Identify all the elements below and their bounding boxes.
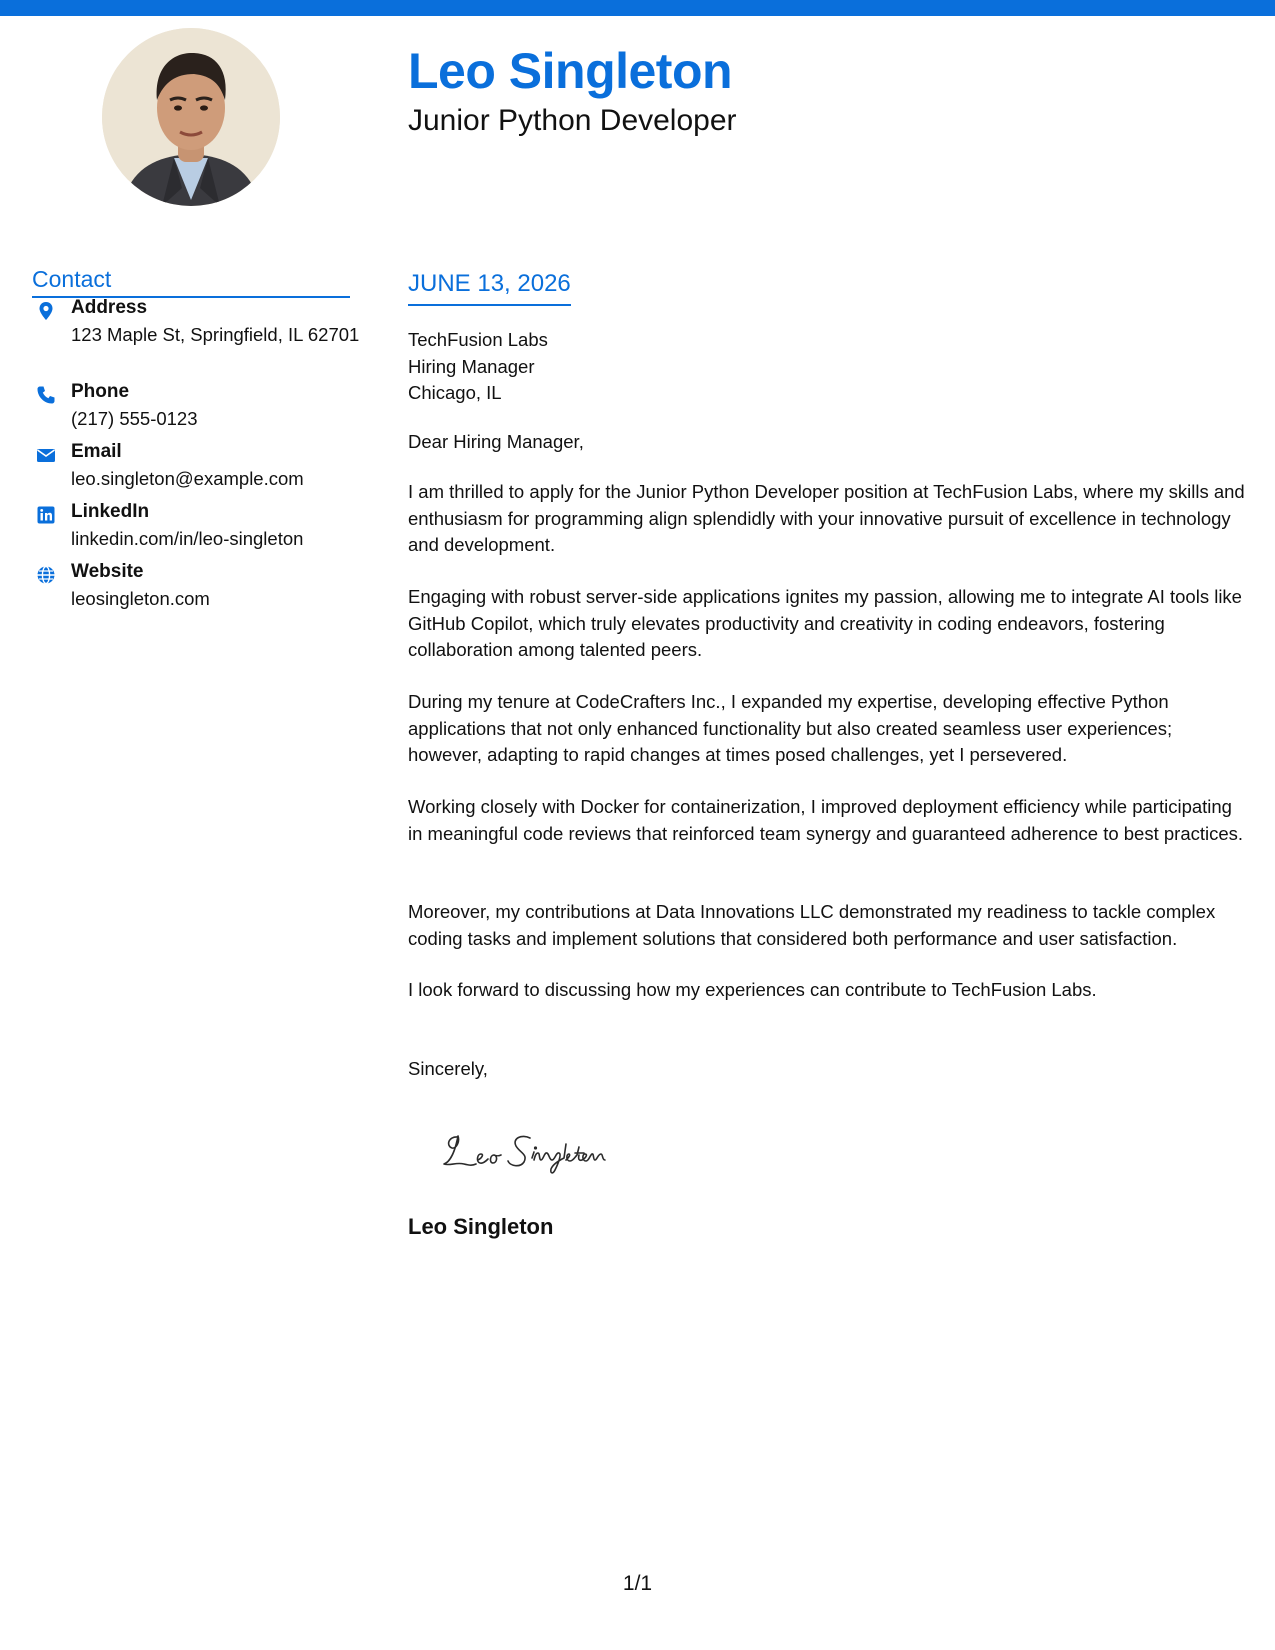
applicant-name: Leo Singleton: [408, 43, 733, 99]
recipient-company: TechFusion Labs: [408, 329, 548, 350]
contact-label: Phone: [71, 381, 130, 402]
phone-icon: [36, 385, 56, 405]
letter-paragraph: During my tenure at CodeCrafters Inc., I expanded my expertise, developing effective Python applications that not only enhanced functionality but also created seamless user experiences; however, adapting to rapid changes at times posed challenges, yet I persevered.: [408, 691, 1173, 765]
contact-label: Email: [71, 441, 122, 462]
contact-label: Address: [71, 297, 148, 318]
page-number: 1/1: [622, 1572, 653, 1595]
contact-value: leo.singleton@example.com: [71, 468, 304, 489]
profile-photo: [102, 28, 280, 206]
email-icon: [36, 445, 56, 465]
location-pin-icon: [36, 301, 56, 321]
contact-value: 123 Maple St, Springfield, IL 62701: [71, 324, 360, 345]
contact-value: (217) 555-0123: [71, 408, 198, 429]
handwritten-signature: [438, 1122, 658, 1182]
closing: Sincerely,: [408, 1058, 488, 1079]
linkedin-icon: [36, 505, 56, 525]
recipient-role: Hiring Manager: [408, 355, 535, 377]
signer-name: Leo Singleton: [408, 1214, 554, 1239]
globe-icon: [36, 565, 56, 585]
applicant-title: Junior Python Developer: [408, 104, 737, 137]
contact-value: leosingleton.com: [71, 588, 210, 609]
top-accent-bar: [0, 0, 1275, 16]
letter-paragraph: Moreover, my contributions at Data Innovations LLC demonstrated my readiness to tackle complex coding tasks and implement solutions that considered both performance and user satisfaction.: [408, 901, 1216, 949]
recipient-location: Chicago, IL: [408, 382, 502, 403]
letter-paragraph: Engaging with robust server-side applications ignites my passion, allowing me to integrate AI tools like GitHub Copilot, which truly elevates productivity and creativity in coding endeavors, fostering collaboration among talented peers.: [408, 586, 1242, 660]
recipient-block: [408, 327, 548, 407]
letter-paragraph: Working closely with Docker for containerization, I improved deployment efficiency while participating in meaningful code reviews that reinforced team synergy and guaranteed adherence to best practices.: [408, 796, 1244, 844]
letter-date: JUNE 13, 2026: [408, 270, 571, 306]
letter-paragraph: I am thrilled to apply for the Junior Python Developer position at TechFusion Labs, where my skills and enthusiasm for programming align splendidly with your innovative pursuit of excellence in technology and development.: [408, 481, 1245, 555]
salutation: Dear Hiring Manager,: [408, 431, 584, 452]
contact-heading: Contact: [32, 266, 350, 298]
contact-value: linkedin.com/in/leo-singleton: [71, 528, 304, 549]
contact-label: Website: [71, 561, 144, 582]
letter-paragraph: I look forward to discussing how my experiences can contribute to TechFusion Labs.: [408, 979, 1097, 1000]
contact-label: LinkedIn: [71, 501, 150, 522]
